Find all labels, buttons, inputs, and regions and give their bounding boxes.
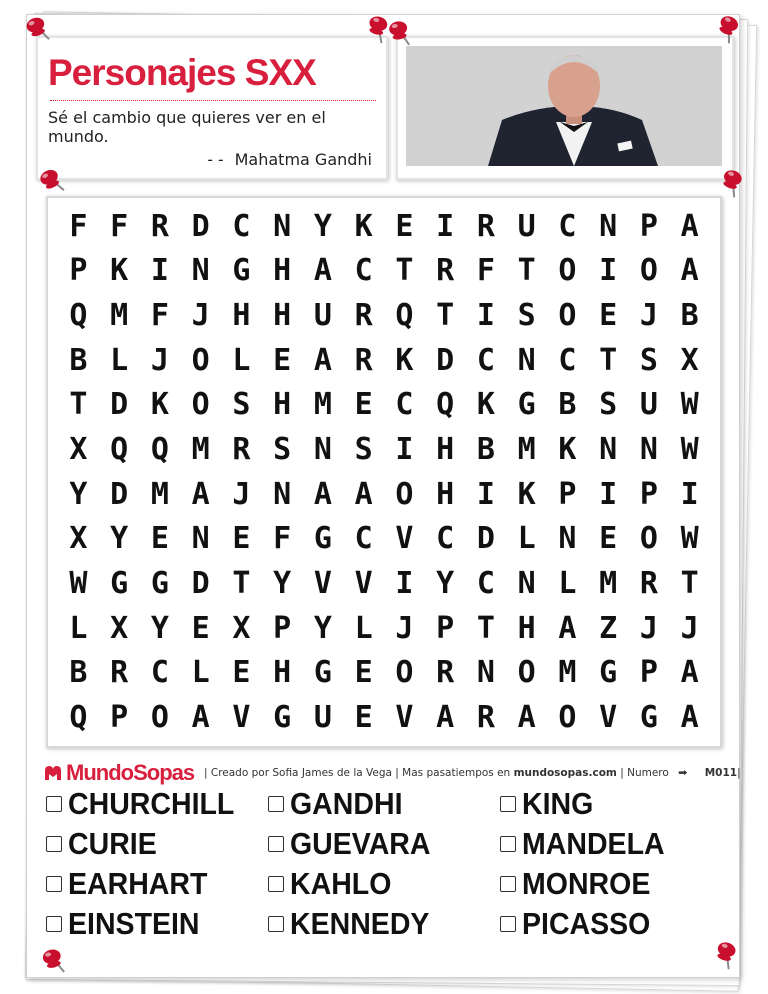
- grid-letter[interactable]: A: [354, 476, 373, 512]
- grid-letter[interactable]: I: [680, 476, 699, 512]
- grid-letter[interactable]: D: [110, 476, 129, 512]
- quote-author: Mahatma Gandhi: [234, 150, 372, 169]
- word-item[interactable]: [46, 866, 220, 902]
- grid-letter[interactable]: D: [191, 208, 210, 244]
- word-search-card: [46, 196, 722, 748]
- grid-letter[interactable]: Y: [150, 610, 169, 646]
- grid-letter[interactable]: R: [436, 253, 455, 289]
- grid-letter[interactable]: P: [110, 700, 129, 736]
- grid-letter[interactable]: J: [639, 298, 658, 334]
- word-item[interactable]: [46, 906, 211, 942]
- grid-letter[interactable]: B: [69, 342, 88, 378]
- grid-letter[interactable]: Y: [273, 566, 292, 602]
- word-checkbox[interactable]: [46, 916, 62, 932]
- grid-letter[interactable]: N: [599, 208, 618, 244]
- grid-letter[interactable]: T: [395, 253, 414, 289]
- word-item[interactable]: [268, 786, 412, 822]
- grid-letter[interactable]: U: [639, 387, 658, 423]
- grid-letter[interactable]: K: [150, 387, 169, 423]
- grid-letter[interactable]: G: [313, 655, 332, 691]
- grid-letter[interactable]: I: [395, 566, 414, 602]
- word-checkbox[interactable]: [500, 916, 516, 932]
- grid-letter[interactable]: V: [395, 521, 414, 557]
- grid-letter[interactable]: Q: [150, 432, 169, 468]
- site-link[interactable]: mundosopas.com: [513, 767, 617, 779]
- grid-letter[interactable]: W: [69, 566, 88, 602]
- arrow-right-icon: ➡: [678, 766, 688, 779]
- grid-letter[interactable]: L: [191, 655, 210, 691]
- word-item[interactable]: [500, 786, 600, 822]
- letter-grid: [58, 204, 710, 740]
- grid-letter[interactable]: N: [639, 432, 658, 468]
- grid-letter[interactable]: Z: [599, 610, 618, 646]
- word-checkbox[interactable]: [268, 836, 284, 852]
- word-label: KAHLO: [290, 866, 392, 901]
- grid-letter[interactable]: X: [69, 432, 88, 468]
- word-item[interactable]: [46, 786, 249, 822]
- grid-letter[interactable]: S: [273, 432, 292, 468]
- word-checkbox[interactable]: [46, 796, 62, 812]
- grid-letter[interactable]: Y: [69, 476, 88, 512]
- grid-letter[interactable]: B: [69, 655, 88, 691]
- grid-letter[interactable]: O: [395, 476, 414, 512]
- grid-letter[interactable]: K: [558, 432, 577, 468]
- puzzle-number: M011: [704, 767, 738, 779]
- word-checkbox[interactable]: [268, 796, 284, 812]
- word-item[interactable]: [500, 866, 662, 902]
- grid-letter[interactable]: N: [191, 253, 210, 289]
- grid-letter[interactable]: T: [680, 566, 699, 602]
- grid-letter[interactable]: M: [558, 655, 577, 691]
- word-item[interactable]: [268, 906, 442, 942]
- grid-letter[interactable]: C: [354, 253, 373, 289]
- grid-letter[interactable]: T: [69, 387, 88, 423]
- grid-letter[interactable]: B: [558, 387, 577, 423]
- grid-letter[interactable]: D: [110, 387, 129, 423]
- grid-letter[interactable]: C: [558, 342, 577, 378]
- grid-letter[interactable]: G: [517, 387, 536, 423]
- grid-letter[interactable]: M: [599, 566, 618, 602]
- grid-letter[interactable]: P: [639, 655, 658, 691]
- grid-letter[interactable]: P: [558, 476, 577, 512]
- grid-letter[interactable]: K: [395, 342, 414, 378]
- grid-letter[interactable]: A: [313, 476, 332, 512]
- grid-letter[interactable]: F: [476, 253, 495, 289]
- grid-letter[interactable]: X: [232, 610, 251, 646]
- grid-letter[interactable]: W: [680, 387, 699, 423]
- word-label: KING: [522, 786, 594, 821]
- grid-letter[interactable]: T: [436, 298, 455, 334]
- grid-letter[interactable]: R: [110, 655, 129, 691]
- grid-letter[interactable]: A: [680, 655, 699, 691]
- grid-letter[interactable]: N: [517, 566, 536, 602]
- grid-letter[interactable]: I: [150, 253, 169, 289]
- grid-letter[interactable]: P: [639, 476, 658, 512]
- grid-letter[interactable]: H: [232, 298, 251, 334]
- grid-letter[interactable]: P: [273, 610, 292, 646]
- grid-letter[interactable]: D: [436, 342, 455, 378]
- grid-letter[interactable]: M: [313, 387, 332, 423]
- grid-letter[interactable]: I: [395, 432, 414, 468]
- grid-letter[interactable]: N: [273, 208, 292, 244]
- grid-letter[interactable]: R: [232, 432, 251, 468]
- grid-letter[interactable]: K: [476, 387, 495, 423]
- grid-letter[interactable]: G: [232, 253, 251, 289]
- word-label: KENNEDY: [290, 906, 430, 941]
- grid-letter[interactable]: L: [110, 342, 129, 378]
- grid-letter[interactable]: A: [313, 253, 332, 289]
- grid-letter[interactable]: G: [599, 655, 618, 691]
- grid-letter[interactable]: J: [232, 476, 251, 512]
- quote-dash: --: [205, 150, 227, 169]
- grid-letter[interactable]: C: [232, 208, 251, 244]
- grid-letter[interactable]: O: [517, 655, 536, 691]
- grid-letter[interactable]: I: [599, 253, 618, 289]
- grid-letter[interactable]: K: [354, 208, 373, 244]
- word-checkbox[interactable]: [500, 876, 516, 892]
- grid-letter[interactable]: O: [150, 700, 169, 736]
- word-label: GUEVARA: [290, 826, 431, 861]
- word-checkbox[interactable]: [268, 916, 284, 932]
- grid-letter[interactable]: E: [354, 700, 373, 736]
- grid-letter[interactable]: I: [476, 298, 495, 334]
- grid-letter[interactable]: Q: [69, 700, 88, 736]
- grid-letter[interactable]: E: [150, 521, 169, 557]
- grid-letter[interactable]: F: [150, 298, 169, 334]
- grid-letter[interactable]: R: [436, 655, 455, 691]
- grid-letter[interactable]: H: [273, 253, 292, 289]
- grid-letter[interactable]: V: [599, 700, 618, 736]
- grid-letter[interactable]: T: [599, 342, 618, 378]
- word-item[interactable]: [268, 866, 400, 902]
- mundosopas-logo-icon: [44, 764, 62, 782]
- grid-letter[interactable]: G: [313, 521, 332, 557]
- grid-letter[interactable]: S: [354, 432, 373, 468]
- grid-letter[interactable]: K: [110, 253, 129, 289]
- grid-letter[interactable]: K: [517, 476, 536, 512]
- word-checkbox[interactable]: [46, 836, 62, 852]
- grid-letter[interactable]: A: [680, 253, 699, 289]
- grid-letter[interactable]: F: [273, 521, 292, 557]
- grid-letter[interactable]: M: [110, 298, 129, 334]
- grid-letter[interactable]: D: [476, 521, 495, 557]
- footer-credits: [204, 766, 741, 779]
- grid-letter[interactable]: L: [517, 521, 536, 557]
- grid-letter[interactable]: B: [680, 298, 699, 334]
- grid-letter[interactable]: A: [191, 476, 210, 512]
- grid-letter[interactable]: N: [599, 432, 618, 468]
- grid-letter[interactable]: S: [232, 387, 251, 423]
- grid-letter[interactable]: N: [313, 432, 332, 468]
- grid-letter[interactable]: F: [110, 208, 129, 244]
- grid-letter[interactable]: V: [232, 700, 251, 736]
- grid-letter[interactable]: O: [639, 253, 658, 289]
- grid-letter[interactable]: L: [69, 610, 88, 646]
- word-item[interactable]: [268, 826, 443, 862]
- grid-letter[interactable]: V: [395, 700, 414, 736]
- grid-letter[interactable]: Q: [395, 298, 414, 334]
- photo-card: [396, 36, 734, 180]
- grid-letter[interactable]: Y: [436, 566, 455, 602]
- grid-letter[interactable]: J: [680, 610, 699, 646]
- grid-letter[interactable]: Y: [313, 610, 332, 646]
- grid-letter[interactable]: P: [639, 208, 658, 244]
- title-card: [36, 36, 388, 180]
- grid-letter[interactable]: G: [273, 700, 292, 736]
- portrait-photo: [406, 46, 722, 166]
- grid-letter[interactable]: P: [69, 253, 88, 289]
- grid-letter[interactable]: Q: [69, 298, 88, 334]
- page-title: Personajes SXX: [48, 52, 316, 93]
- grid-letter[interactable]: H: [273, 655, 292, 691]
- grid-letter[interactable]: M: [191, 432, 210, 468]
- grid-letter[interactable]: X: [680, 342, 699, 378]
- grid-letter[interactable]: A: [680, 700, 699, 736]
- grid-letter[interactable]: C: [558, 208, 577, 244]
- grid-letter[interactable]: S: [599, 387, 618, 423]
- grid-letter[interactable]: I: [476, 476, 495, 512]
- push-pin-icon: [381, 13, 420, 52]
- grid-letter[interactable]: H: [517, 610, 536, 646]
- grid-letter[interactable]: L: [558, 566, 577, 602]
- grid-letter[interactable]: Y: [110, 521, 129, 557]
- word-checkbox[interactable]: [46, 876, 62, 892]
- footer-bar: [44, 758, 741, 786]
- grid-letter[interactable]: N: [517, 342, 536, 378]
- grid-letter[interactable]: W: [680, 432, 699, 468]
- footer-end-bar: |: [737, 767, 741, 779]
- word-checkbox[interactable]: [500, 836, 516, 852]
- grid-letter[interactable]: Y: [313, 208, 332, 244]
- grid-letter[interactable]: A: [436, 700, 455, 736]
- grid-letter[interactable]: H: [436, 432, 455, 468]
- grid-letter[interactable]: X: [110, 610, 129, 646]
- grid-letter[interactable]: J: [191, 298, 210, 334]
- grid-letter[interactable]: V: [313, 566, 332, 602]
- grid-letter[interactable]: J: [639, 610, 658, 646]
- grid-letter[interactable]: A: [517, 700, 536, 736]
- word-checkbox[interactable]: [268, 876, 284, 892]
- grid-letter[interactable]: C: [150, 655, 169, 691]
- grid-letter[interactable]: H: [273, 298, 292, 334]
- grid-letter[interactable]: A: [313, 342, 332, 378]
- grid-letter[interactable]: T: [476, 610, 495, 646]
- portrait-illustration: [406, 46, 722, 166]
- grid-letter[interactable]: P: [436, 610, 455, 646]
- grid-letter[interactable]: Q: [110, 432, 129, 468]
- grid-letter[interactable]: O: [191, 387, 210, 423]
- grid-letter[interactable]: N: [558, 521, 577, 557]
- number-label: | Numero: [620, 767, 669, 779]
- grid-letter[interactable]: E: [273, 342, 292, 378]
- word-label: GANDHI: [290, 786, 403, 821]
- word-label: CHURCHILL: [68, 786, 235, 821]
- grid-letter[interactable]: J: [150, 342, 169, 378]
- grid-letter[interactable]: E: [395, 208, 414, 244]
- grid-letter[interactable]: L: [354, 610, 373, 646]
- grid-letter[interactable]: C: [436, 521, 455, 557]
- grid-letter[interactable]: E: [599, 521, 618, 557]
- grid-letter[interactable]: C: [476, 566, 495, 602]
- grid-letter[interactable]: F: [69, 208, 88, 244]
- grid-letter[interactable]: A: [680, 208, 699, 244]
- grid-letter[interactable]: H: [273, 387, 292, 423]
- grid-letter[interactable]: N: [273, 476, 292, 512]
- grid-letter[interactable]: R: [150, 208, 169, 244]
- grid-letter[interactable]: O: [558, 253, 577, 289]
- word-label: PICASSO: [522, 906, 651, 941]
- grid-letter[interactable]: E: [599, 298, 618, 334]
- word-label: CURIE: [68, 826, 157, 861]
- grid-letter[interactable]: L: [232, 342, 251, 378]
- grid-letter[interactable]: E: [191, 610, 210, 646]
- grid-letter[interactable]: O: [639, 521, 658, 557]
- grid-letter[interactable]: E: [354, 655, 373, 691]
- grid-letter[interactable]: C: [395, 387, 414, 423]
- grid-letter[interactable]: R: [476, 700, 495, 736]
- grid-letter[interactable]: G: [110, 566, 129, 602]
- grid-letter[interactable]: M: [150, 476, 169, 512]
- grid-letter[interactable]: V: [354, 566, 373, 602]
- grid-letter[interactable]: O: [558, 700, 577, 736]
- grid-letter[interactable]: G: [150, 566, 169, 602]
- grid-letter[interactable]: A: [558, 610, 577, 646]
- grid-letter[interactable]: N: [476, 655, 495, 691]
- grid-letter[interactable]: J: [395, 610, 414, 646]
- grid-letter[interactable]: C: [476, 342, 495, 378]
- grid-letter[interactable]: R: [476, 208, 495, 244]
- grid-letter[interactable]: I: [599, 476, 618, 512]
- quote-text: Sé el cambio que quieres ver en el mundo.: [48, 108, 326, 146]
- grid-letter[interactable]: U: [313, 298, 332, 334]
- grid-letter[interactable]: E: [232, 521, 251, 557]
- grid-letter[interactable]: B: [476, 432, 495, 468]
- grid-letter[interactable]: H: [436, 476, 455, 512]
- grid-letter[interactable]: I: [436, 208, 455, 244]
- grid-letter[interactable]: E: [354, 387, 373, 423]
- grid-letter[interactable]: U: [517, 208, 536, 244]
- grid-letter[interactable]: M: [517, 432, 536, 468]
- grid-letter[interactable]: C: [354, 521, 373, 557]
- brand-name: MundoSopas: [66, 760, 195, 785]
- word-item[interactable]: [500, 906, 662, 942]
- grid-letter[interactable]: R: [354, 342, 373, 378]
- grid-letter[interactable]: G: [639, 700, 658, 736]
- grid-letter[interactable]: X: [69, 521, 88, 557]
- word-checkbox[interactable]: [500, 796, 516, 812]
- grid-letter[interactable]: N: [191, 521, 210, 557]
- word-label: EINSTEIN: [68, 906, 200, 941]
- grid-letter[interactable]: R: [639, 566, 658, 602]
- grid-letter[interactable]: T: [517, 253, 536, 289]
- more-puzzles-text: Mas pasatiempos en: [402, 767, 511, 779]
- grid-letter[interactable]: T: [232, 566, 251, 602]
- grid-letter[interactable]: S: [639, 342, 658, 378]
- title-divider: [50, 100, 376, 101]
- grid-letter[interactable]: Q: [436, 387, 455, 423]
- grid-letter[interactable]: S: [517, 298, 536, 334]
- grid-letter[interactable]: A: [191, 700, 210, 736]
- word-item[interactable]: [500, 826, 677, 862]
- word-label: MONROE: [522, 866, 651, 901]
- word-label: EARHART: [68, 866, 208, 901]
- word-label: MANDELA: [522, 826, 665, 861]
- grid-letter[interactable]: D: [191, 566, 210, 602]
- grid-letter[interactable]: O: [395, 655, 414, 691]
- word-item[interactable]: [46, 826, 164, 862]
- quote-author-line: [205, 150, 372, 169]
- grid-letter[interactable]: U: [313, 700, 332, 736]
- grid-letter[interactable]: O: [558, 298, 577, 334]
- grid-letter[interactable]: O: [191, 342, 210, 378]
- grid-letter[interactable]: E: [232, 655, 251, 691]
- grid-letter[interactable]: W: [680, 521, 699, 557]
- grid-letter[interactable]: R: [354, 298, 373, 334]
- credit-author: | Creado por Sofia James de la Vega |: [204, 767, 399, 779]
